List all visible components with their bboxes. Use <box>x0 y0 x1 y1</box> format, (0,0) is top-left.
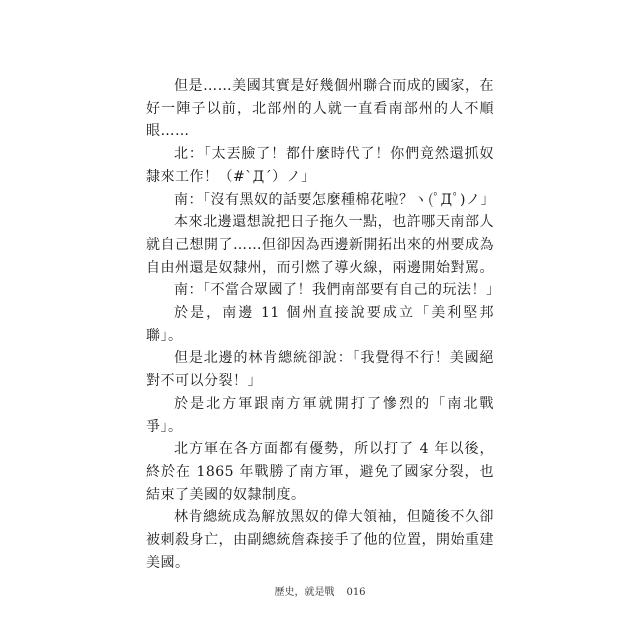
paragraph: 北方軍在各方面都有優勢，所以打了 4 年以後，終於在 1865 年戰勝了南方軍，避免了國家分裂，也結束了美國的奴隸制度。 <box>146 441 494 503</box>
page-number: 016 <box>346 587 366 598</box>
paragraph: 但是北邊的林肯總統卻說：「我覺得不行！美國絕對不可以分裂！」 <box>146 350 494 390</box>
body-text <box>146 75 501 574</box>
paragraph: 南：「沒有黑奴的話要怎麼種棉花啦？ヽ(ﾟДﾟ)ノ」 <box>174 191 495 208</box>
running-title: 歷史，就是戰 <box>274 587 335 598</box>
paragraph: 於是，南邊 11 個州直接說要成立「美利堅邦聯」。 <box>146 305 494 344</box>
paragraph: 林肯總統成為解放黑奴的偉大領袖，但隨後不久卻被刺殺身亡，由副總統詹森接手了他的位置，開始重建美國。 <box>146 509 494 571</box>
paragraph: 於是北方軍跟南方軍就開打了慘烈的「南北戰爭」。 <box>146 395 494 435</box>
paragraph: 南：「不當合眾國了！我們南部要有自己的玩法！」 <box>174 282 501 299</box>
paragraph: 本來北邊還想說把日子拖久一點，也許哪天南部人就自己想開了……但卻因為西邊新開拓出來的州要成為自由州還是奴隸州，而引燃了導火線，兩邊開始對罵。 <box>146 214 494 276</box>
page-footer <box>0 583 640 598</box>
paragraph: 北：「太丟臉了！都什麼時代了！你們竟然還抓奴隸來工作！（#`Д´）ノ」 <box>146 146 494 185</box>
paragraph: 但是……美國其實是好幾個州聯合而成的國家，在好一陣子以前，北部州的人就一直看南部州的人不順眼…… <box>146 78 494 140</box>
